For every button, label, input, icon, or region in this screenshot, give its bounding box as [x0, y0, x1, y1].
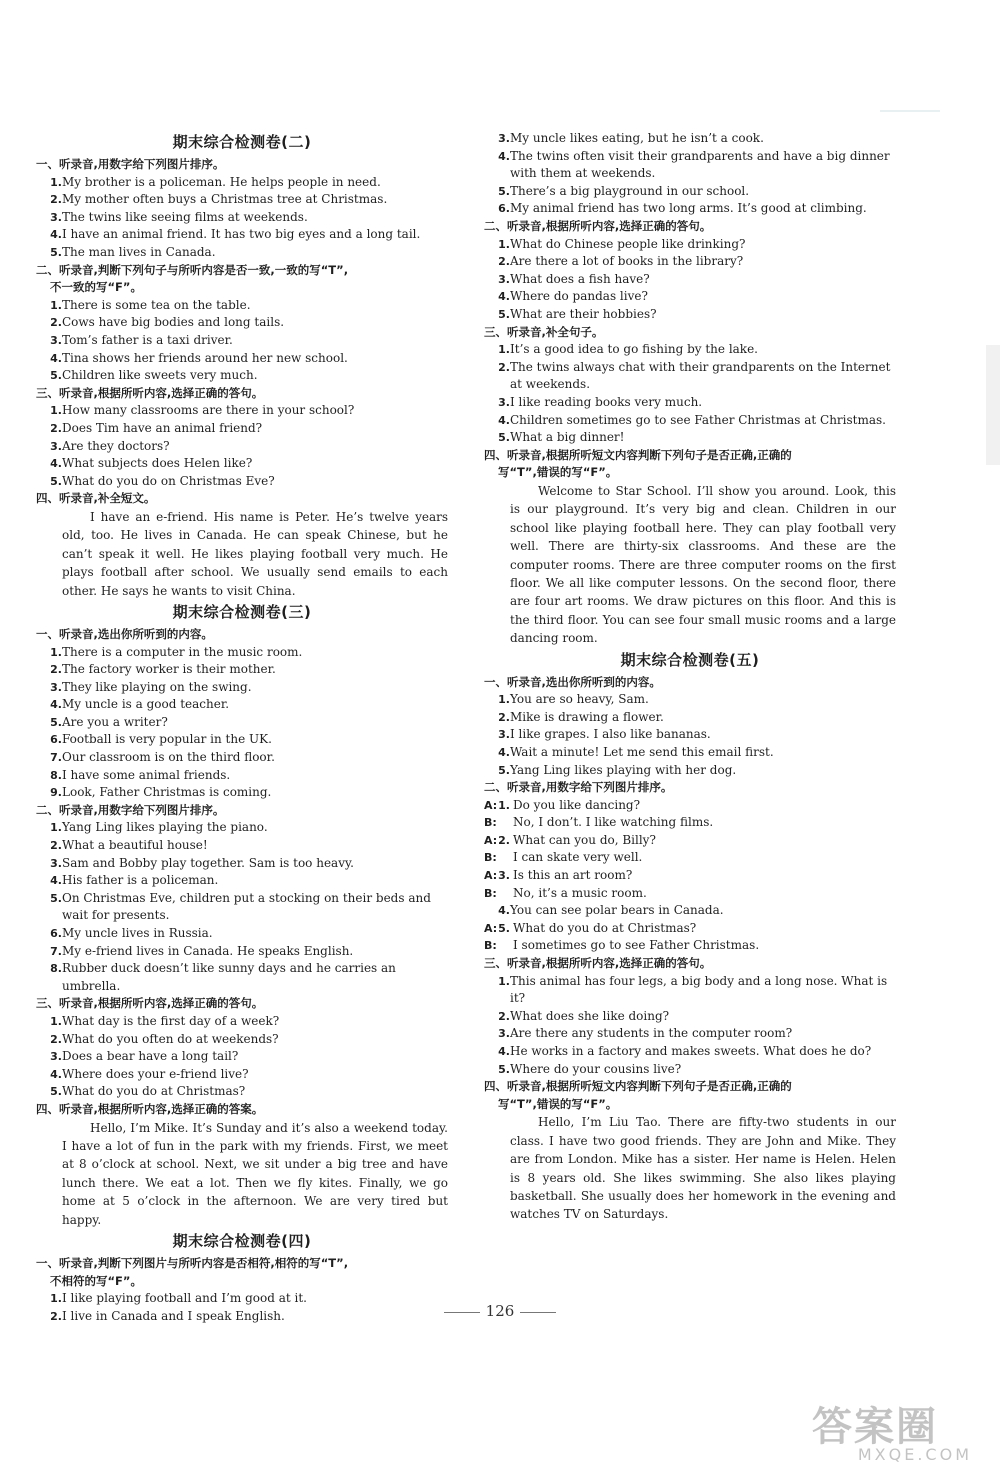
list-item	[36, 402, 448, 420]
item-number: 2.	[498, 255, 510, 269]
item-text: What does a fish have?	[510, 271, 650, 286]
item-number: 3.	[498, 728, 510, 742]
section-heading	[484, 955, 896, 973]
item-number: 3.	[498, 132, 510, 145]
item-text: Are you a writer?	[62, 714, 168, 729]
section-heading-line: 二、听录音,判断下列句子与所听内容是否一致,一致的写“T”,	[36, 262, 349, 277]
item-text: I like playing football and I’m good at it.	[62, 1291, 307, 1306]
item-text: What do Chinese people like drinking?	[510, 236, 746, 251]
page-edge-shadow	[986, 345, 1000, 465]
section-heading	[36, 262, 448, 297]
item-number: 5.	[50, 245, 62, 259]
item-number: 2.	[498, 833, 510, 847]
item-text: Cows have big bodies and long tails.	[62, 315, 285, 330]
item-text: What can you do, Billy?	[513, 832, 656, 847]
list-item	[36, 960, 448, 995]
section	[36, 802, 448, 996]
item-number: 2.	[50, 316, 62, 330]
list-item: 1.A: Do you like dancing?	[484, 797, 896, 815]
item-number: 8.	[50, 768, 62, 782]
item-text: Wait a minute! Let me send this email first.	[510, 744, 774, 759]
section-heading	[36, 385, 448, 403]
item-text: What do you do at Christmas?	[62, 1084, 246, 1099]
list-item	[484, 183, 896, 201]
item-text: I like reading books very much.	[510, 394, 703, 409]
item-number: 1.	[50, 404, 62, 418]
page-number-rule-right	[520, 1312, 556, 1313]
list-item	[36, 1031, 448, 1049]
item-number: 5.	[498, 307, 510, 321]
list-item	[36, 1066, 448, 1084]
item-text: Are they doctors?	[62, 438, 170, 453]
list-item	[36, 767, 448, 785]
section-heading-line: 写“T”,错误的写“F”。	[498, 1096, 618, 1111]
item-text: His father is a policeman.	[62, 873, 219, 888]
item-text: Where do your cousins live?	[510, 1061, 682, 1076]
item-text: My uncle lives in Russia.	[62, 926, 213, 940]
item-number: 2.	[50, 421, 62, 435]
item-number: 4.	[50, 698, 62, 712]
corner-decoration	[880, 110, 940, 120]
item-text: Are there a lot of books in the library?	[510, 254, 744, 269]
list-item	[484, 762, 896, 780]
watermark-main-text: 答案圈	[812, 1404, 938, 1450]
item-number: 2.	[50, 839, 62, 853]
section	[484, 955, 896, 1078]
item-number: 2.	[50, 1309, 62, 1323]
section-heading	[36, 802, 448, 820]
item-number: 2.	[498, 710, 510, 724]
section-heading-line: 四、听录音,根据所听短文内容判断下列句子是否正确,正确的	[484, 1079, 792, 1094]
item-text: The twins often visit their grandparents and have a big dinner with them at weekends.	[510, 148, 890, 181]
list-item: B: No, it’s a music room.	[484, 885, 647, 900]
list-item: B: I can skate very well.	[484, 850, 643, 865]
section-heading	[484, 1078, 896, 1113]
item-number: 4.	[50, 1067, 62, 1081]
section-heading-line: 二、听录音,用数字给下列图片排序。	[36, 802, 225, 817]
section-heading	[484, 324, 896, 342]
item-number: 3.	[498, 395, 510, 409]
item-text: They like playing on the swing.	[62, 679, 252, 694]
list-item	[36, 819, 448, 837]
item-text: No, it’s a music room.	[513, 885, 647, 900]
section-heading	[484, 218, 896, 236]
list-item	[484, 271, 896, 289]
item-text: Look, Father Christmas is coming.	[62, 785, 272, 800]
section-heading	[36, 995, 448, 1013]
item-number: 4.	[498, 745, 510, 759]
exam-title: 期末综合检测卷(四)	[172, 1231, 312, 1250]
page-number-rule-left	[444, 1312, 480, 1313]
item-number: 5.	[50, 891, 62, 905]
item-text: My brother is a policeman. He helps people in need.	[62, 174, 381, 189]
list-item	[484, 130, 896, 148]
list-item	[484, 973, 896, 1008]
item-number: 5.	[498, 1062, 510, 1076]
item-number: 5.	[498, 184, 510, 198]
list-item	[36, 855, 448, 873]
list-item	[36, 209, 448, 227]
item-text: Does Tim have an animal friend?	[62, 420, 263, 435]
list-item: B: No, I don’t. I like watching films.	[484, 815, 714, 830]
list-item	[484, 1008, 896, 1026]
list-item	[484, 1025, 896, 1043]
item-text: What are their hobbies?	[510, 306, 657, 321]
item-number: 4.	[50, 874, 62, 888]
section-heading-line: 二、听录音,根据所听内容,选择正确的答句。	[484, 218, 712, 233]
item-text: What a beautiful house!	[62, 838, 208, 853]
section	[36, 1101, 448, 1229]
item-text: What a big dinner!	[510, 430, 625, 445]
list-item	[484, 709, 896, 727]
item-text: My uncle is a good teacher.	[62, 697, 230, 712]
section-heading-line: 三、听录音,补全句子。	[484, 324, 604, 339]
item-text: Is this an art room?	[513, 868, 633, 883]
page-number	[0, 1302, 1000, 1320]
list-item	[36, 420, 448, 438]
section-heading	[36, 156, 448, 174]
exam-title: 期末综合检测卷(五)	[620, 650, 760, 669]
item-text: Our classroom is on the third floor.	[62, 750, 275, 765]
item-number: 1.	[50, 645, 62, 659]
section-heading	[484, 447, 896, 482]
list-item	[36, 244, 448, 262]
list-item	[484, 691, 896, 709]
list-item	[484, 236, 896, 254]
item-number: 2.	[498, 1009, 510, 1023]
passage-text: I have an e-friend. His name is Peter. He’s twelve years old, too. He lives in Canada. He can speak Chinese, but he can’t speak it well. He likes playing football very much. He plays football after school. We usually send emails to each other. He says he wants to visit China.	[62, 509, 448, 598]
list-item	[484, 1061, 896, 1079]
item-number: 3.	[50, 333, 62, 347]
section-heading-line: 不一致的写“F”。	[50, 280, 142, 295]
list-item	[36, 749, 448, 767]
list-item	[36, 226, 448, 244]
section-heading	[36, 1255, 448, 1290]
list-item	[36, 890, 448, 925]
section	[484, 447, 896, 648]
item-text: Children like sweets very much.	[62, 368, 258, 383]
list-item	[484, 394, 896, 412]
item-text: What do you do on Christmas Eve?	[62, 473, 275, 488]
list-item	[36, 473, 448, 491]
item-number: 1.	[50, 175, 62, 189]
item-number: 4.	[50, 228, 62, 242]
item-number: 3.	[498, 1027, 510, 1041]
list-item	[36, 191, 448, 209]
item-text: This animal has four legs, a big body and a long nose. What is it?	[510, 973, 888, 1006]
section	[36, 626, 448, 802]
item-number: 4.	[50, 351, 62, 365]
item-number: 3.	[498, 272, 510, 286]
item-text: Do you like dancing?	[513, 797, 641, 812]
item-text: Where do pandas live?	[510, 289, 648, 304]
item-text: There is some tea on the table.	[62, 297, 251, 312]
item-number: 1.	[498, 693, 510, 707]
list-item	[484, 341, 896, 359]
list-item	[484, 1043, 896, 1061]
item-text: I have an animal friend. It has two big eyes and a long tail.	[62, 227, 421, 242]
item-number: 3.	[50, 1050, 62, 1064]
list-item	[36, 872, 448, 890]
page-number-text: 126	[485, 1302, 515, 1320]
item-number: 4.	[498, 1045, 510, 1058]
item-text: No, I don’t. I like watching films.	[513, 815, 714, 830]
item-text: What does she like doing?	[510, 1008, 670, 1023]
section	[36, 385, 448, 491]
list-item: B: I sometimes go to see Father Christmas.	[484, 938, 760, 953]
list-item	[484, 359, 896, 394]
item-number: 5.	[50, 474, 62, 488]
section-heading	[484, 674, 896, 692]
item-text: My uncle likes eating, but he isn’t a cook.	[510, 131, 764, 145]
item-text: Does a bear have a long tail?	[62, 1049, 239, 1064]
section-heading-line: 一、听录音,用数字给下列图片排序。	[36, 157, 225, 171]
section-heading	[484, 779, 896, 797]
item-number: 3.	[50, 856, 62, 870]
list-item	[484, 288, 896, 306]
item-number: 8.	[50, 962, 62, 976]
list-item	[36, 731, 448, 749]
item-text: I live in Canada and I speak English.	[62, 1308, 285, 1323]
item-number: 1.	[50, 1014, 62, 1028]
section-heading	[36, 490, 448, 508]
list-item	[484, 412, 896, 430]
section-heading	[36, 1101, 448, 1119]
list-item	[36, 943, 448, 961]
section-heading-line: 三、听录音,根据所听内容,选择正确的答句。	[484, 956, 712, 971]
list-item	[36, 174, 448, 192]
item-text: What subjects does Helen like?	[62, 456, 253, 471]
section-heading-line: 四、听录音,补全短文。	[36, 491, 156, 506]
section-heading-line: 三、听录音,根据所听内容,选择正确的答句。	[36, 385, 264, 400]
item-text: Where does your e-friend live?	[62, 1066, 249, 1081]
item-text: I can skate very well.	[513, 850, 643, 865]
item-text: Tina shows her friends around her new school.	[62, 350, 348, 365]
item-number: 7.	[50, 944, 62, 958]
item-number: 5.	[498, 921, 510, 935]
section-heading-line: 三、听录音,根据所听内容,选择正确的答句。	[36, 996, 264, 1011]
watermark-logo	[812, 1404, 972, 1464]
item-number: 6.	[50, 927, 62, 940]
item-text: How many classrooms are there in your school?	[62, 403, 355, 418]
item-number: 6.	[498, 202, 510, 216]
list-item	[36, 438, 448, 456]
item-text: What do you often do at weekends?	[62, 1031, 279, 1046]
item-text: There’s a big playground in our school.	[510, 183, 750, 198]
item-number: 1.	[50, 1292, 62, 1306]
item-text: It’s a good idea to go fishing by the lake.	[510, 342, 758, 357]
list-item: 3.A: Is this an art room?	[484, 867, 896, 885]
section	[484, 674, 896, 780]
passage-text: Hello, I’m Mike. It’s Sunday and it’s also a weekend today. I have a lot of fun in the park with my friends. First, we meet at 8 o’clock at school. Next, we sit under a big tree and have lunch there. We eat a lot. Then we fly kites. Finally, we go home at 5 o’clock in the afternoon. We are very tired but happy.	[62, 1120, 448, 1227]
section	[36, 490, 448, 600]
item-number: 6.	[50, 733, 62, 747]
item-number: 2.	[50, 1032, 62, 1046]
item-text: The twins always chat with their grandparents on the Internet at weekends.	[510, 359, 891, 392]
section-heading-line: 四、听录音,根据所听内容,选择正确的答案。	[36, 1101, 264, 1116]
item-text: Yang Ling likes playing with her dog.	[510, 762, 737, 777]
section	[484, 779, 896, 955]
item-number: 1.	[498, 798, 510, 812]
item-text: My e-friend lives in Canada. He speaks English.	[62, 943, 354, 958]
item-number: 5.	[50, 1085, 62, 1099]
section	[484, 324, 896, 447]
item-text: The twins like seeing films at weekends.	[62, 209, 308, 224]
list-item	[36, 1048, 448, 1066]
list-item	[36, 925, 448, 943]
item-text: Are there any students in the computer room?	[510, 1026, 793, 1041]
list-item	[36, 696, 448, 714]
item-text: I sometimes go to see Father Christmas.	[513, 938, 760, 953]
item-number: 2.	[498, 360, 510, 374]
item-text: My animal friend has two long arms. It’s good at climbing.	[510, 201, 867, 216]
item-number: 3.	[50, 210, 62, 224]
list-item	[36, 332, 448, 350]
item-text: Football is very popular in the UK.	[62, 732, 272, 747]
item-number: 3.	[50, 439, 62, 453]
list-item	[484, 253, 896, 271]
item-number: 2.	[50, 663, 62, 677]
section-heading-line: 一、听录音,选出你所听到的内容。	[36, 626, 213, 641]
list-item	[484, 306, 896, 324]
item-number: 4.	[498, 290, 510, 304]
item-text: I like grapes. I also like bananas.	[510, 727, 711, 742]
section-heading-line: 四、听录音,根据所听短文内容判断下列句子是否正确,正确的	[484, 447, 792, 462]
item-number: 4.	[498, 413, 510, 427]
item-text: The man lives in Canada.	[62, 244, 216, 259]
item-number: 4.	[50, 457, 62, 471]
item-number: 2.	[50, 193, 62, 207]
watermark-sub-text: MXQE.COM	[857, 1445, 972, 1464]
item-number: 5.	[498, 763, 510, 777]
list-item	[36, 679, 448, 697]
list-item: 5.A: What do you do at Christmas?	[484, 920, 896, 938]
item-text: Sam and Bobby play together. Sam is too heavy.	[62, 855, 354, 870]
item-number: 1.	[50, 298, 62, 312]
item-number: 1.	[498, 343, 510, 357]
section	[36, 262, 448, 385]
item-text: Yang Ling likes playing the piano.	[62, 820, 268, 835]
item-text: The factory worker is their mother.	[62, 662, 276, 677]
item-number: 5.	[50, 715, 62, 729]
item-number: 3.	[50, 680, 62, 694]
item-number: 1.	[498, 237, 510, 251]
item-number: 7.	[50, 751, 62, 765]
list-item	[36, 455, 448, 473]
right-column	[484, 130, 896, 1224]
item-number: 1.	[50, 821, 62, 835]
item-text: My mother often buys a Christmas tree at Christmas.	[62, 192, 388, 207]
item-number: 3.	[498, 869, 510, 883]
exam-title: 期末综合检测卷(三)	[172, 602, 312, 621]
list-item	[36, 837, 448, 855]
section-heading-line: 一、听录音,判断下列图片与所听内容是否相符,相符的写“T”,	[36, 1255, 349, 1270]
item-text: On Christmas Eve, children put a stocking on their beds and wait for presents.	[62, 890, 431, 923]
item-number: 9.	[50, 786, 62, 800]
section	[36, 156, 448, 262]
section	[36, 995, 448, 1101]
list-item	[36, 350, 448, 368]
list-item: 2.A: What can you do, Billy?	[484, 832, 896, 850]
passage-text: Hello, I’m Liu Tao. There are fifty-two students in our class. I have two good friends. They are John and Mike. They are from London. Mike has a sister. Her name is Helen. Helen is 8 years old. She likes swimming. She also likes playing basketball. She usually does her homework in the evening and watches TV on Saturdays.	[510, 1115, 896, 1222]
list-item	[484, 429, 896, 447]
section-heading-line: 二、听录音,用数字给下列图片排序。	[484, 780, 673, 795]
list-item	[36, 367, 448, 385]
item-text: Children sometimes go to see Father Christmas at Christmas.	[510, 412, 886, 427]
list-item	[36, 714, 448, 732]
list-item	[36, 1013, 448, 1031]
item-text: You are so heavy, Sam.	[510, 692, 649, 707]
left-column	[36, 130, 448, 1325]
item-text: What do you do at Christmas?	[513, 920, 697, 935]
item-text: You can see polar bears in Canada.	[510, 903, 724, 918]
section-heading-line: 不相符的写“F”。	[50, 1273, 142, 1288]
exam-title: 期末综合检测卷(二)	[172, 133, 312, 151]
item-number: 4.	[498, 149, 510, 163]
list-item	[36, 1083, 448, 1101]
list-item	[36, 297, 448, 315]
list-item	[36, 314, 448, 332]
section-heading-line: 写“T”,错误的写“F”。	[498, 465, 618, 480]
item-text: He works in a factory and makes sweets. What does he do?	[510, 1044, 872, 1058]
item-text: Rubber duck doesn’t like sunny days and he carries an umbrella.	[62, 961, 396, 993]
item-text: I have some animal friends.	[62, 767, 231, 782]
item-text: Tom’s father is a taxi driver.	[62, 332, 233, 347]
item-number: 4.	[498, 904, 510, 918]
list-item	[484, 902, 896, 920]
item-number: 5.	[50, 369, 62, 383]
list-item	[36, 784, 448, 802]
list-item	[36, 644, 448, 662]
section	[484, 218, 896, 324]
list-item	[484, 200, 896, 218]
section	[484, 1078, 896, 1224]
section-heading-line: 一、听录音,选出你所听到的内容。	[484, 674, 661, 689]
passage-text: Welcome to Star School. I’ll show you around. Look, this is our playground. It’s very big and clean. Children in our school like playing football here. They can play football very well. There are thirty-six classrooms. And these are the computer rooms. There are three computer rooms on the first floor. We all like computer lessons. On the second floor, there are four art rooms. We draw pictures on this floor. And this is the third floor. You can see four small music rooms and a large dancing room.	[510, 483, 896, 646]
list-item	[484, 744, 896, 762]
list-item	[484, 148, 896, 183]
item-text: There is a computer in the music room.	[62, 644, 303, 659]
list-item	[36, 661, 448, 679]
item-text: What day is the first day of a week?	[62, 1013, 280, 1028]
item-number: 1.	[498, 974, 510, 988]
item-text: Mike is drawing a flower.	[510, 709, 664, 724]
list-item	[484, 726, 896, 744]
section-heading	[36, 626, 448, 644]
item-number: 5.	[498, 431, 510, 445]
